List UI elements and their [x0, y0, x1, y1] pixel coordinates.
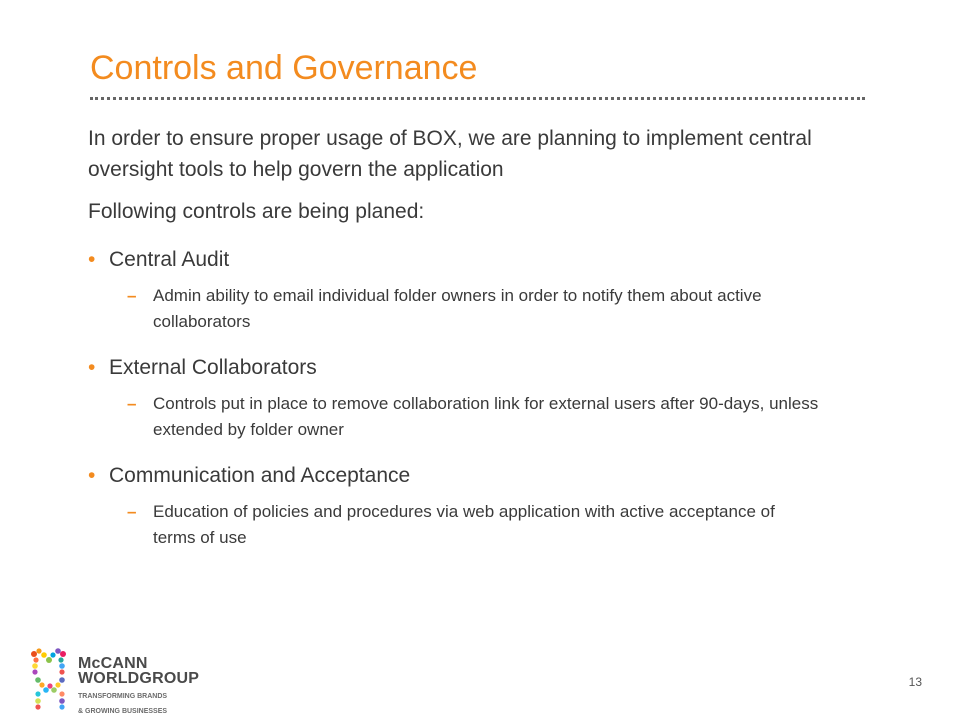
dash-icon: –	[127, 286, 137, 305]
bullet-label: External Collaborators	[109, 356, 317, 379]
bullet-item-central-audit	[88, 245, 858, 335]
bullet-item-communication-and-acceptance	[88, 461, 858, 551]
slide-content	[88, 123, 858, 551]
slide-title: Controls and Governance	[90, 49, 478, 87]
bullet-dot-icon: •	[88, 248, 96, 271]
sub-bullet-text: Admin ability to email individual folder owners in order to notify them about active collaborators	[153, 286, 762, 331]
bullet-dot-icon: •	[88, 356, 96, 379]
tagline-line-1: TRANSFORMING BRANDS	[78, 693, 168, 700]
mccann-mark-icon	[28, 646, 74, 712]
bullet-dot-icon: •	[88, 464, 96, 487]
dash-icon: –	[127, 394, 137, 413]
title-divider	[90, 97, 865, 100]
lead-text: Following controls are being planed:	[88, 200, 425, 223]
sub-bullet-row	[127, 391, 822, 443]
bullet-label: Central Audit	[109, 248, 230, 271]
bullet-row	[88, 461, 858, 491]
bullet-row	[88, 245, 858, 275]
bullet-label: Communication and Acceptance	[109, 464, 411, 487]
company-logo	[28, 646, 238, 716]
sub-bullet-row	[127, 283, 822, 335]
logo-text-group	[78, 656, 228, 716]
sub-bullet-text: Controls put in place to remove collaboration link for external users after 90-days, unless extended by folder owner	[153, 394, 819, 439]
page-number: 13	[908, 675, 922, 689]
bullet-item-external-collaborators	[88, 353, 858, 443]
bullet-row	[88, 353, 858, 383]
intro-text: In order to ensure proper usage of BOX, we are planning to implement central oversight tools to help govern the application	[88, 127, 812, 181]
brand-line-2: WORLDGROUP	[78, 670, 200, 687]
dash-icon: –	[127, 502, 137, 521]
sub-bullet-row	[127, 499, 822, 551]
brand-line-1: McCANN	[78, 655, 148, 672]
tagline-line-2: & GROWING BUSINESSES	[78, 708, 168, 715]
sub-bullet-text: Education of policies and procedures via web application with active acceptance of terms of use	[153, 502, 775, 547]
